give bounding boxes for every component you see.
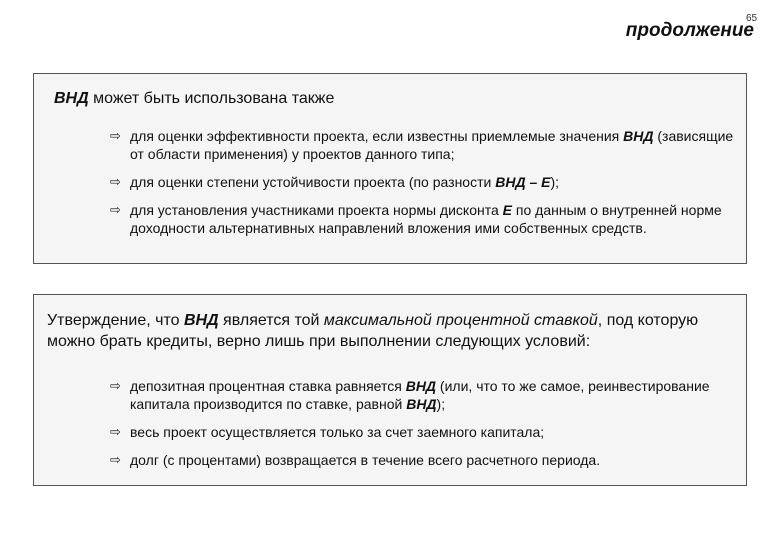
emphasis-text: [495, 174, 550, 190]
heading-text: может быть использована также: [88, 90, 335, 107]
text-run: долг (с процентами) возвращается в течение всего расчетного периода.: [130, 452, 601, 468]
list-item: [34, 377, 746, 413]
text-run: (зависящие от области применения) у проектов данного типа;: [130, 128, 734, 162]
arrow-bullet-icon: ⇨: [110, 174, 121, 189]
arrow-bullet-icon: ⇨: [110, 452, 121, 467]
text-run: для оценки степени устойчивости проекта (по разности: [130, 174, 496, 190]
text-run: Утверждение, что: [47, 312, 184, 329]
list-item: [34, 201, 746, 237]
text-run: , под которую можно брать кредиты, верно лишь при выполнении следующих условий:: [47, 312, 699, 350]
page-title: продолжение: [625, 20, 754, 41]
emphasis-text: [503, 202, 512, 218]
info-box-irr-conditions: [33, 294, 747, 486]
arrow-bullet-icon: ⇨: [110, 378, 121, 393]
list-item: [34, 173, 746, 191]
box-heading: [54, 90, 334, 108]
arrow-bullet-icon: ⇨: [110, 202, 121, 217]
bullet-list: [34, 127, 746, 247]
text-run: );: [436, 396, 446, 412]
text-run: для установления участниками проекта нормы дисконта: [130, 202, 503, 218]
term-emphasis: ВНД: [405, 378, 437, 394]
box-heading: [47, 310, 738, 352]
list-item: [34, 423, 746, 441]
list-item: [34, 451, 746, 469]
term-irr: ВНД: [54, 90, 89, 107]
text-run: весь проект осуществляется только за счет заемного капитала;: [130, 424, 545, 440]
term-emphasis: ВНД: [623, 128, 654, 144]
info-box-irr-uses: [33, 73, 747, 264]
list-item: [34, 127, 746, 163]
term-emphasis: ВНД: [406, 396, 437, 412]
term-emphasis: ВНД: [183, 312, 219, 329]
term-emphasis: ВНД – Е: [495, 174, 551, 190]
bullet-list: [34, 377, 746, 479]
page-number: 65: [746, 13, 758, 24]
arrow-bullet-icon: ⇨: [110, 128, 121, 143]
arrow-bullet-icon: ⇨: [110, 424, 121, 439]
text-run: является той: [218, 312, 324, 329]
term-emphasis: Е: [502, 202, 512, 218]
emphasis-text: [406, 396, 436, 412]
text-run: (или, что то же самое, реинвестирование капитала производится по ставке, равной: [130, 378, 710, 412]
emphasis-text: [406, 378, 436, 394]
text-run: депозитная процентная ставка равняется: [130, 378, 406, 394]
emphasis-text: [184, 312, 219, 329]
text-run: );: [550, 174, 560, 190]
text-run: по данным о внутренней норме доходности альтернативных направлений вложения ими собственных средств.: [130, 202, 722, 236]
text-run: для оценки эффективности проекта, если известны приемлемые значения: [130, 128, 624, 144]
emphasis-text: [623, 128, 653, 144]
emphasis-text: максимальной процентной ставкой: [323, 312, 598, 329]
